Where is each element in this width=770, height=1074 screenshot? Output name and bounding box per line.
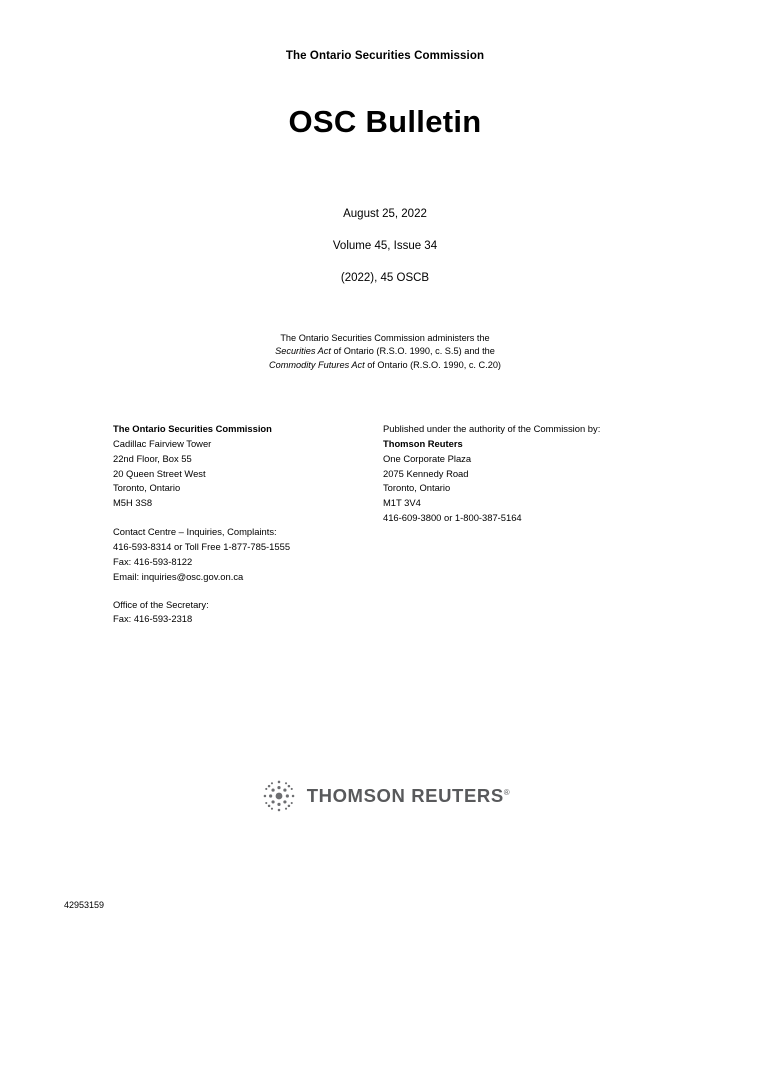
osc-address-line: 22nd Floor, Box 55 [113,452,192,464]
administers-line-3 [0,359,770,372]
published-by-label: Published under the authority of the Commission by: [383,423,601,435]
osc-address-line: Toronto, Ontario [113,482,181,494]
issue-date: August 25, 2022 [343,208,427,220]
publisher-name: Thomson Reuters [383,437,463,449]
contact-centre-email: Email: inquiries@osc.gov.on.ca [113,570,244,582]
issue-info [0,208,770,284]
osc-address-line: 20 Queen Street West [113,467,206,479]
administers-statement [0,332,770,372]
publisher-logo-text [307,785,511,807]
publisher-block [383,422,683,526]
publisher-address-line: M1T 3V4 [383,497,421,509]
osc-address-line: M5H 3S8 [113,497,153,509]
publisher-address-line: Toronto, Ontario [383,482,451,494]
publisher-logo [0,777,770,815]
securities-act-rest: of Ontario (R.S.O. 1990, c. S.5) and the [330,346,495,357]
contact-centre-heading: Contact Centre – Inquiries, Complaints: [113,526,277,538]
osc-name: The Ontario Securities Commission [113,423,272,435]
publisher-address-line: 2075 Kennedy Road [383,467,469,479]
contact-centre-fax: Fax: 416-593-8122 [113,555,193,567]
secretary-fax: Fax: 416-593-2318 [113,613,193,625]
contact-columns [0,422,770,627]
contact-centre-phone: 416-593-8314 or Toll Free 1-877-785-1555 [113,541,291,553]
securities-act-italic: Securities Act [275,346,331,357]
logo-wordmark: THOMSON REUTERS [306,785,504,807]
thomson-reuters-globe-icon [260,777,298,815]
osc-contact-block [113,422,383,627]
administers-line-1: The Ontario Securities Commission administers the [280,333,490,343]
document-page [0,50,770,1074]
secretary-heading: Office of the Secretary: [113,598,209,610]
issue-citation: (2022), 45 OSCB [340,272,430,284]
commodity-futures-act-italic: Commodity Futures Act [269,359,365,370]
publisher-phone: 416-609-3800 or 1-800-387-5164 [383,512,522,524]
page-title: OSC Bulletin [288,104,482,139]
document-id: 42953159 [64,900,105,910]
registered-mark: ® [503,788,511,798]
administers-line-2 [0,345,770,358]
osc-address-line: Cadillac Fairview Tower [113,437,212,449]
issue-volume: Volume 45, Issue 34 [332,240,438,252]
publisher-address-line: One Corporate Plaza [383,452,472,464]
organization-name: The Ontario Securities Commission [285,50,485,62]
commodity-futures-act-rest: of Ontario (R.S.O. 1990, c. C.20) [364,359,501,370]
